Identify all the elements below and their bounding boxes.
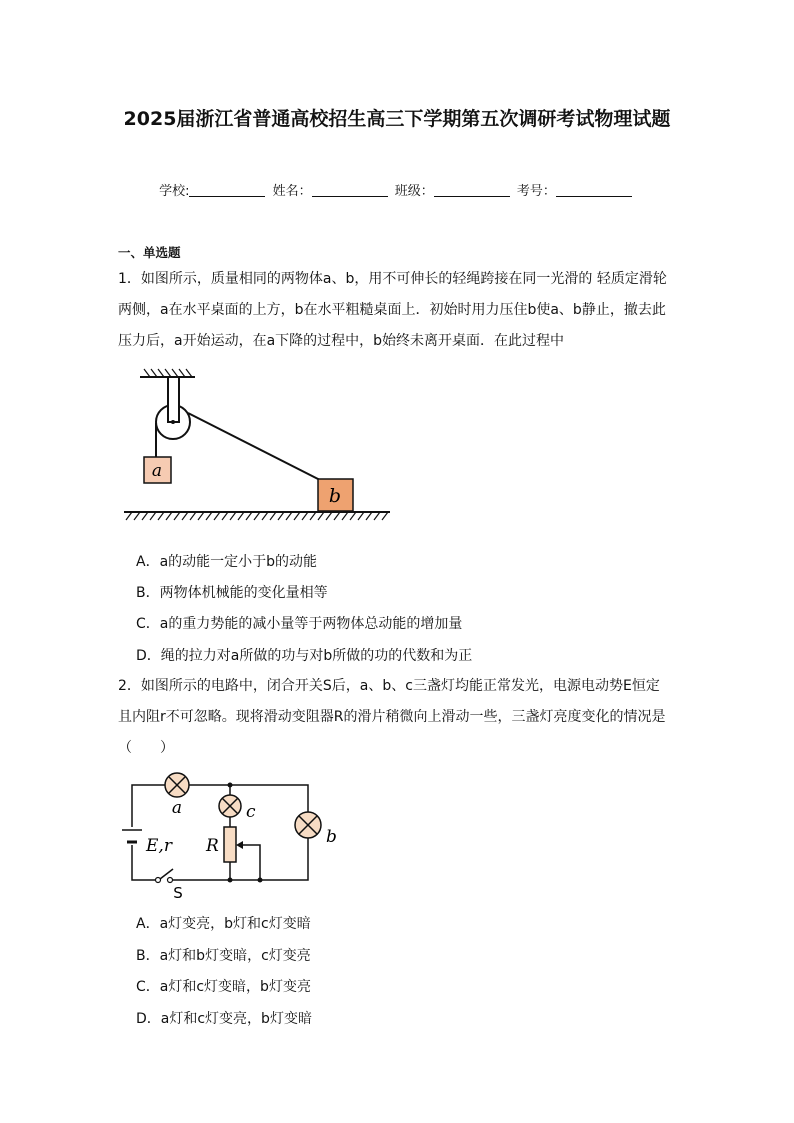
- lamp-a: [165, 773, 189, 797]
- pulley-figure: [120, 368, 395, 528]
- block-b-label: b: [328, 485, 342, 507]
- lamp-a-label: a: [171, 798, 183, 818]
- name-blank[interactable]: [312, 184, 388, 197]
- source-label: E,r: [146, 836, 172, 856]
- q1-option-d[interactable]: D．绳的拉力对a所做的功与对b所做的功的代数和为正: [136, 648, 473, 664]
- q2-option-a[interactable]: A．a灯变亮，b灯和c灯变暗: [136, 916, 311, 932]
- question-2-line-2: 且内阻r不可忽略。现将滑动变阻器R的滑片稍微向上滑动一些，三盏灯亮度变化的情况是: [118, 709, 666, 725]
- section-title: 一、单选题: [118, 245, 181, 260]
- q2-option-d[interactable]: D．a灯和c灯变亮，b灯变暗: [136, 1011, 312, 1027]
- q1-option-a[interactable]: A．a的动能一定小于b的动能: [136, 554, 318, 570]
- document-title: 2025届浙江省普通高校招生高三下学期第五次调研考试物理试题: [123, 108, 671, 130]
- table-hatch: [126, 512, 388, 520]
- rheostat-label: R: [206, 836, 219, 856]
- q2-option-c[interactable]: C．a灯和c灯变暗，b灯变亮: [136, 979, 311, 995]
- pulley-bracket: [168, 377, 179, 422]
- lamp-c-label: c: [246, 802, 256, 822]
- question-2-line-1: 如图所示的电路中，闭合开关S后，a、b、c三盏灯均能正常发光，电源电动势E恒定: [140, 678, 660, 694]
- question-2-text: [118, 671, 678, 764]
- school-blank[interactable]: [189, 184, 265, 197]
- class-label: 班级：: [394, 184, 434, 199]
- rheostat: [224, 827, 236, 862]
- exam-number-label: 考号：: [516, 184, 556, 199]
- student-info-line: [0, 180, 794, 199]
- name-label: 姓名：: [272, 184, 312, 199]
- switch-label: S: [173, 884, 183, 900]
- q2-option-b[interactable]: B．a灯和b灯变暗，c灯变亮: [136, 948, 311, 964]
- exam-number-blank[interactable]: [556, 184, 632, 197]
- lamp-b: [295, 812, 321, 838]
- rope-b: [188, 413, 320, 480]
- circuit-wires: [132, 785, 308, 880]
- question-1-stem: 如图所示，质量相同的两物体a、b，用不可伸长的轻绳跨接在同一光滑的 轻质定滑轮两侧，a在水平桌面的上方，b在水平粗糙桌面上．初始时用力压住b使a、b静止，撤去此压力后，a开始运动，在a下降的过程中，b始终未离开桌面．在此过程中: [118, 271, 667, 349]
- ceiling-hatch: [144, 369, 192, 377]
- circuit-figure: [120, 765, 345, 900]
- question-1-number: 1．: [118, 271, 141, 287]
- rheostat-slider-arrow: [236, 841, 243, 849]
- q1-option-c[interactable]: C．a的重力势能的减小量等于两物体总动能的增加量: [136, 616, 463, 632]
- block-a-label: a: [151, 461, 163, 481]
- lamp-b-label: b: [326, 827, 337, 847]
- school-label: 学校:: [159, 184, 190, 199]
- lamp-c: [219, 795, 241, 817]
- question-2-line-3: （ ）: [118, 740, 174, 756]
- question-2-number: 2．: [118, 678, 141, 694]
- switch-contact-right: [168, 878, 173, 883]
- question-1-text: [118, 264, 678, 357]
- q1-option-b[interactable]: B．两物体机械能的变化量相等: [136, 585, 328, 601]
- class-blank[interactable]: [434, 184, 510, 197]
